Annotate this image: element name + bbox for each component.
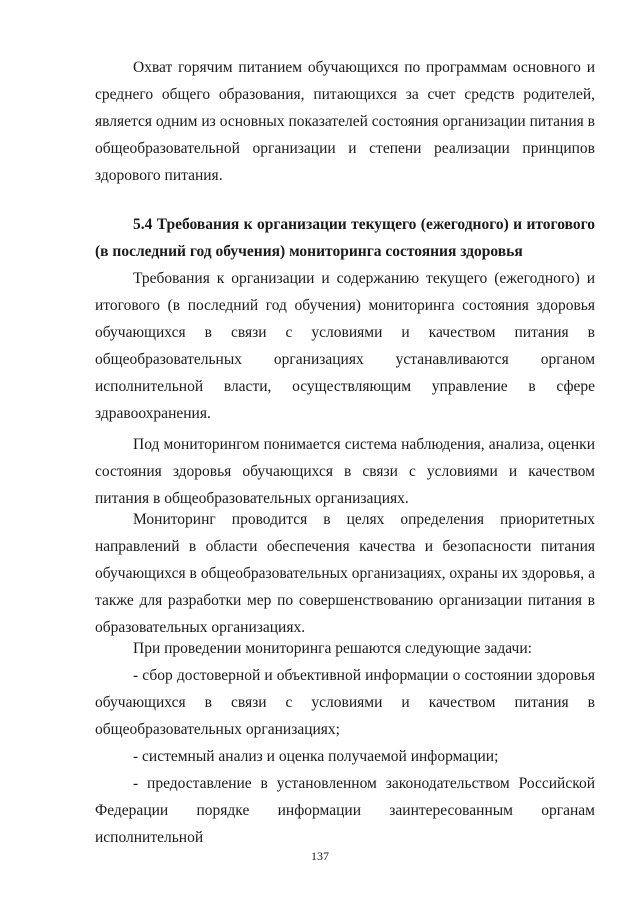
paragraph-hot-meals — [95, 54, 595, 189]
paragraph-text: Охват горячим питанием обучающихся по программам основного и среднего общего образования, питающихся за счет средств родителей, является одним из основных показателей состояния организации питания в общеобразовательной организации и степени реализации принципов здорового питания. — [95, 59, 595, 184]
list-item-text: - предоставление в установленном законодательством Российской Федерации порядке информации заинтересованным органам исполнительной — [95, 775, 595, 846]
list-item-analysis — [95, 743, 595, 770]
section-heading-text: 5.4 Требования к организации текущего (ежегодного) и итогового (в последний год обучения) мониторинга состояния здоровья — [95, 216, 595, 260]
paragraph-text: Под мониторингом понимается система наблюдения, анализа, оценки состояния здоровья обучающихся в связи с условиями и качеством питания в общеобразовательных организациях. — [95, 436, 595, 507]
paragraph-tasks-intro — [95, 635, 595, 662]
section-heading — [95, 211, 595, 265]
page-number: 137 — [311, 849, 329, 863]
paragraph-text: При проведении мониторинга решаются следующие задачи: — [133, 640, 532, 657]
paragraph-monitoring-definition — [95, 431, 595, 512]
list-item-text: - системный анализ и оценка получаемой информации; — [133, 748, 499, 765]
paragraph-monitoring-purpose — [95, 506, 595, 641]
paragraph-text: Мониторинг проводится в целях определения приоритетных направлений в области обеспечения качества и безопасности питания обучающихся в общеобразовательных организациях, охраны их здоровья, а также для разработки мер по совершенствованию организации питания в образовательных организациях. — [95, 511, 595, 636]
list-item-text: - сбор достоверной и объективной информации о состоянии здоровья обучающихся в связи с условиями и качеством питания в общеобразовательных организациях; — [95, 667, 595, 738]
list-item-data-collection — [95, 662, 595, 743]
list-item-information-provision — [95, 770, 595, 851]
paragraph-text: Требования к организации и содержанию текущего (ежегодного) и итогового (в последний год обучения) мониторинга состояния здоровья обучающихся в связи с условиями и качеством питания в общеобразовательных организациях устанавливаются органом исполнительной власти, осуществляющим управление в сфере здравоохранения. — [95, 270, 595, 422]
paragraph-requirements — [95, 265, 595, 427]
